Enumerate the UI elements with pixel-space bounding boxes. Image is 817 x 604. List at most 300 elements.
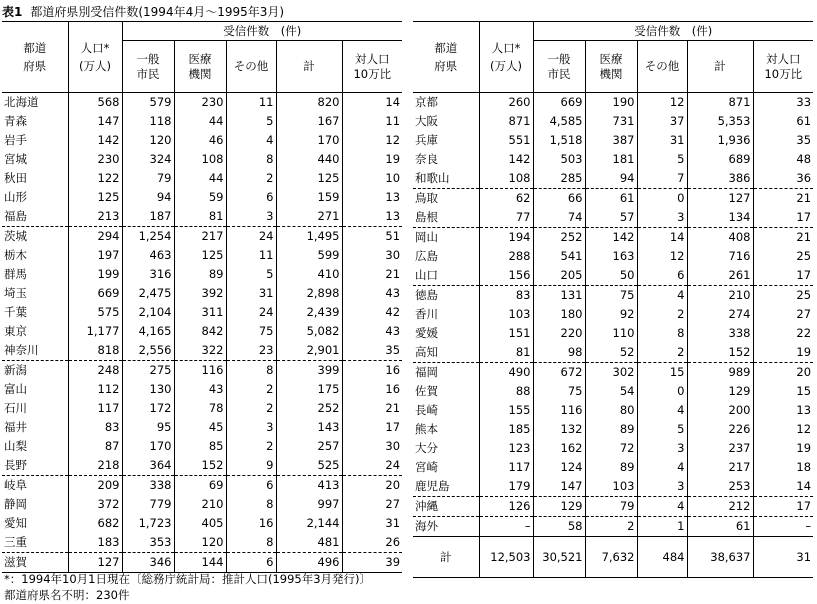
cell-population: 490 bbox=[479, 363, 533, 383]
cell-other: 4 bbox=[637, 497, 687, 517]
cell-total: 599 bbox=[276, 246, 342, 265]
table-row bbox=[2, 131, 402, 150]
cell-per-100k: 19 bbox=[753, 439, 813, 458]
cell-prefecture: 和歌山 bbox=[415, 171, 450, 185]
cell-other: 8 bbox=[226, 150, 276, 169]
cell-medical: 89 bbox=[585, 458, 637, 477]
cell-other: 3 bbox=[226, 418, 276, 437]
cell-population: 871 bbox=[479, 112, 533, 131]
cell-per-100k: 21 bbox=[753, 228, 813, 248]
table-row bbox=[2, 456, 402, 476]
table-row bbox=[413, 305, 813, 324]
cell-medical: 210 bbox=[174, 495, 226, 514]
cell-per-100k: 17 bbox=[753, 208, 813, 228]
cell-general: 95 bbox=[122, 418, 174, 437]
cell-population: 81 bbox=[479, 343, 533, 363]
cell-total: 408 bbox=[687, 228, 753, 248]
cell-general: 353 bbox=[122, 533, 174, 553]
col-prefecture: 都道 府県 bbox=[23, 41, 47, 73]
cell-other: 24 bbox=[226, 227, 276, 247]
cell-other: 5 bbox=[226, 112, 276, 131]
cell-population: 179 bbox=[479, 477, 533, 497]
cell-total: 61 bbox=[687, 517, 753, 537]
cell-prefecture: 東京 bbox=[4, 324, 27, 338]
cell-per-100k: 16 bbox=[342, 361, 402, 381]
cell-population: 260 bbox=[479, 93, 533, 113]
cell-total: 2,898 bbox=[276, 284, 342, 303]
cell-medical: 181 bbox=[585, 150, 637, 169]
cell-per-100k: 13 bbox=[342, 207, 402, 227]
cell-total: 210 bbox=[687, 286, 753, 306]
cell-prefecture: 海外 bbox=[413, 517, 479, 537]
cell-total: 386 bbox=[687, 169, 753, 189]
cell-total: 481 bbox=[276, 533, 342, 553]
cell-general: 132 bbox=[533, 420, 585, 439]
table-row bbox=[413, 112, 813, 131]
cell-population: 372 bbox=[68, 495, 122, 514]
cell-population: 288 bbox=[479, 247, 533, 266]
table-row bbox=[2, 476, 402, 496]
cell-prefecture: 石川 bbox=[4, 401, 27, 415]
cell-per-100k: 13 bbox=[753, 401, 813, 420]
cell-prefecture: 福岡 bbox=[413, 363, 479, 383]
table-row bbox=[2, 169, 402, 188]
cell-population: 103 bbox=[479, 305, 533, 324]
cell-population: 199 bbox=[68, 265, 122, 284]
cell-medical: 392 bbox=[174, 284, 226, 303]
cell-prefecture: 鹿児島 bbox=[415, 479, 450, 493]
cell-per-100k: 33 bbox=[753, 93, 813, 113]
col-total: 計 bbox=[276, 41, 342, 93]
cell-other: 5 bbox=[637, 150, 687, 169]
cell-total: 152 bbox=[687, 343, 753, 363]
table-row bbox=[413, 150, 813, 169]
cell-population: 117 bbox=[479, 458, 533, 477]
cell-other: 4 bbox=[637, 286, 687, 306]
table-row bbox=[413, 497, 813, 517]
cell-medical: 120 bbox=[174, 533, 226, 553]
cell-per-100k: 20 bbox=[753, 363, 813, 383]
cell-other: 1 bbox=[637, 517, 687, 537]
cell-prefecture: 岐阜 bbox=[2, 476, 68, 496]
cell-medical: 69 bbox=[174, 476, 226, 496]
cell-total: 200 bbox=[687, 401, 753, 420]
cell-medical: 842 bbox=[174, 322, 226, 341]
cell-prefecture: 香川 bbox=[415, 307, 438, 321]
table-row bbox=[413, 93, 813, 113]
table-row bbox=[413, 517, 813, 537]
cell-population: 155 bbox=[479, 401, 533, 420]
cell-other: 7 bbox=[637, 169, 687, 189]
cell-population: 151 bbox=[479, 324, 533, 343]
cell-general: 172 bbox=[122, 399, 174, 418]
cell-total: 170 bbox=[276, 131, 342, 150]
table-row bbox=[413, 228, 813, 248]
cell-medical: 46 bbox=[174, 131, 226, 150]
total-population: 12,503 bbox=[479, 537, 533, 578]
table-row bbox=[413, 477, 813, 497]
cell-per-100k: 14 bbox=[342, 93, 402, 113]
cell-prefecture: 青森 bbox=[4, 114, 27, 128]
cell-total: 237 bbox=[687, 439, 753, 458]
cell-population: 108 bbox=[479, 169, 533, 189]
cell-total: 2,901 bbox=[276, 341, 342, 361]
cell-per-100k: 22 bbox=[753, 324, 813, 343]
cell-general: 1,723 bbox=[122, 514, 174, 533]
cell-general: 364 bbox=[122, 456, 174, 476]
right-data-table bbox=[413, 21, 813, 578]
cell-per-100k: 42 bbox=[342, 303, 402, 322]
cell-population: 77 bbox=[479, 208, 533, 228]
cell-total: 252 bbox=[276, 399, 342, 418]
cell-medical: 52 bbox=[585, 343, 637, 363]
cell-per-100k: 17 bbox=[753, 266, 813, 286]
cell-total: 871 bbox=[687, 93, 753, 113]
col-per-100k: 対人口 10万比 bbox=[753, 41, 813, 93]
cell-medical: 116 bbox=[174, 361, 226, 381]
cell-per-100k: 30 bbox=[342, 437, 402, 456]
cell-medical: 108 bbox=[174, 150, 226, 169]
footnote-unknown: 都道府県名不明：230件 bbox=[4, 588, 130, 602]
cell-other: 8 bbox=[226, 361, 276, 381]
cell-medical: 78 bbox=[174, 399, 226, 418]
cell-total: 496 bbox=[276, 553, 342, 573]
cell-population: 818 bbox=[68, 341, 122, 361]
cell-general: 180 bbox=[533, 305, 585, 324]
cell-total: 159 bbox=[276, 188, 342, 207]
table-row bbox=[2, 514, 402, 533]
cell-population: 125 bbox=[68, 188, 122, 207]
table-row bbox=[2, 341, 402, 361]
cell-general: 275 bbox=[122, 361, 174, 381]
table-row bbox=[2, 265, 402, 284]
cell-other: 3 bbox=[637, 477, 687, 497]
table-row bbox=[413, 458, 813, 477]
cell-other: 5 bbox=[226, 265, 276, 284]
cell-other: 75 bbox=[226, 322, 276, 341]
cell-prefecture: 宮城 bbox=[4, 152, 27, 166]
cell-general: 463 bbox=[122, 246, 174, 265]
cell-medical: 59 bbox=[174, 188, 226, 207]
table-row bbox=[413, 382, 813, 401]
cell-total: 997 bbox=[276, 495, 342, 514]
cell-per-100k: 51 bbox=[342, 227, 402, 247]
cell-medical: 81 bbox=[174, 207, 226, 227]
col-general: 一般 市民 bbox=[533, 41, 585, 93]
cell-total: 125 bbox=[276, 169, 342, 188]
cell-per-100k: 12 bbox=[753, 420, 813, 439]
cell-per-100k: 48 bbox=[753, 150, 813, 169]
cell-other: 6 bbox=[637, 266, 687, 286]
total-total: 38,637 bbox=[687, 537, 753, 578]
col-population: 人口* (万人) bbox=[68, 22, 122, 93]
cell-population: 83 bbox=[479, 286, 533, 306]
cell-medical: 322 bbox=[174, 341, 226, 361]
cell-other: 23 bbox=[226, 341, 276, 361]
cell-population: 568 bbox=[68, 93, 122, 113]
cell-per-100k: 26 bbox=[342, 533, 402, 553]
table-row bbox=[2, 303, 402, 322]
cell-general: 2,475 bbox=[122, 284, 174, 303]
cell-prefecture: 秋田 bbox=[4, 171, 27, 185]
cell-other: 8 bbox=[226, 495, 276, 514]
cell-prefecture: 山口 bbox=[415, 268, 438, 282]
cell-total: 175 bbox=[276, 380, 342, 399]
cell-prefecture: 山形 bbox=[4, 190, 27, 204]
cell-other: 12 bbox=[637, 247, 687, 266]
table-row bbox=[2, 418, 402, 437]
cell-per-100k: 19 bbox=[342, 150, 402, 169]
cell-general: 672 bbox=[533, 363, 585, 383]
cell-per-100k: 17 bbox=[753, 497, 813, 517]
cell-total: 271 bbox=[276, 207, 342, 227]
cell-general: 129 bbox=[533, 497, 585, 517]
cell-general: 1,518 bbox=[533, 131, 585, 150]
cell-other: 8 bbox=[226, 533, 276, 553]
col-prefecture: 都道 府県 bbox=[434, 41, 458, 73]
table-row bbox=[413, 286, 813, 306]
cell-medical: 163 bbox=[585, 247, 637, 266]
cell-other: 2 bbox=[637, 343, 687, 363]
total-prefecture: 計 bbox=[413, 537, 479, 578]
cell-medical: 89 bbox=[585, 420, 637, 439]
cell-per-100k: 18 bbox=[753, 458, 813, 477]
cell-other: 31 bbox=[637, 131, 687, 150]
cell-population: 185 bbox=[479, 420, 533, 439]
cell-medical: 230 bbox=[174, 93, 226, 113]
cell-population: 194 bbox=[479, 228, 533, 248]
cell-medical: 144 bbox=[174, 553, 226, 573]
cell-prefecture: 島根 bbox=[415, 210, 438, 224]
cell-population: 117 bbox=[68, 399, 122, 418]
table-row bbox=[413, 343, 813, 363]
cell-prefecture: 神奈川 bbox=[4, 343, 39, 357]
cell-per-100k: 43 bbox=[342, 284, 402, 303]
cell-medical: 405 bbox=[174, 514, 226, 533]
cell-medical: 142 bbox=[585, 228, 637, 248]
cell-population: 147 bbox=[68, 112, 122, 131]
cell-total: 1,936 bbox=[687, 131, 753, 150]
cell-population: 122 bbox=[68, 169, 122, 188]
table-label: 表1 bbox=[2, 5, 23, 19]
cell-medical: 79 bbox=[585, 497, 637, 517]
cell-per-100k: 39 bbox=[342, 553, 402, 573]
cell-medical: 89 bbox=[174, 265, 226, 284]
cell-general: 94 bbox=[122, 188, 174, 207]
cell-prefecture: 静岡 bbox=[4, 497, 27, 511]
cell-per-100k: 13 bbox=[342, 188, 402, 207]
cell-other: 11 bbox=[226, 246, 276, 265]
table-row bbox=[2, 399, 402, 418]
cell-general: 579 bbox=[122, 93, 174, 113]
cell-total: 1,495 bbox=[276, 227, 342, 247]
cell-population: 127 bbox=[68, 553, 122, 573]
cell-other: 2 bbox=[226, 380, 276, 399]
cell-prefecture: 群馬 bbox=[4, 267, 27, 281]
cell-prefecture: 滋賀 bbox=[2, 553, 68, 573]
cell-per-100k: 17 bbox=[342, 418, 402, 437]
cell-total: 410 bbox=[276, 265, 342, 284]
table-row bbox=[2, 246, 402, 265]
cell-total: 5,353 bbox=[687, 112, 753, 131]
cell-total: 261 bbox=[687, 266, 753, 286]
cell-total: 226 bbox=[687, 420, 753, 439]
cell-other: 0 bbox=[637, 189, 687, 209]
total-general: 30,521 bbox=[533, 537, 585, 578]
cell-general: 162 bbox=[533, 439, 585, 458]
cell-per-100k: – bbox=[753, 517, 813, 537]
cell-medical: 50 bbox=[585, 266, 637, 286]
cell-per-100k: 43 bbox=[342, 322, 402, 341]
cell-per-100k: 15 bbox=[753, 382, 813, 401]
cell-per-100k: 11 bbox=[342, 112, 402, 131]
cell-other: 6 bbox=[226, 553, 276, 573]
cell-general: 118 bbox=[122, 112, 174, 131]
cell-total: 716 bbox=[687, 247, 753, 266]
total-medical: 7,632 bbox=[585, 537, 637, 578]
cell-prefecture: 広島 bbox=[415, 249, 438, 263]
table-row bbox=[2, 380, 402, 399]
cell-prefecture: 北海道 bbox=[4, 95, 39, 109]
cell-prefecture: 佐賀 bbox=[415, 384, 438, 398]
total-row bbox=[413, 537, 813, 578]
cell-medical: 152 bbox=[174, 456, 226, 476]
cell-general: 170 bbox=[122, 437, 174, 456]
cell-prefecture: 富山 bbox=[4, 382, 27, 396]
cell-general: 116 bbox=[533, 401, 585, 420]
cell-total: 689 bbox=[687, 150, 753, 169]
table-row bbox=[413, 324, 813, 343]
cell-other: 31 bbox=[226, 284, 276, 303]
cell-general: 316 bbox=[122, 265, 174, 284]
cell-prefecture: 新潟 bbox=[2, 361, 68, 381]
cell-prefecture: 沖縄 bbox=[413, 497, 479, 517]
cell-medical: 45 bbox=[174, 418, 226, 437]
cell-other: 3 bbox=[637, 439, 687, 458]
cell-prefecture: 岩手 bbox=[4, 133, 27, 147]
cell-population: 83 bbox=[68, 418, 122, 437]
cell-general: 75 bbox=[533, 382, 585, 401]
cell-medical: 190 bbox=[585, 93, 637, 113]
cell-population: 575 bbox=[68, 303, 122, 322]
cell-other: 5 bbox=[637, 420, 687, 439]
col-medical: 医療 機関 bbox=[174, 41, 226, 93]
cell-other: 4 bbox=[226, 131, 276, 150]
cell-medical: 44 bbox=[174, 112, 226, 131]
cell-general: 503 bbox=[533, 150, 585, 169]
cell-total: 2,144 bbox=[276, 514, 342, 533]
table-row bbox=[2, 553, 402, 573]
cell-prefecture: 大阪 bbox=[415, 114, 438, 128]
cell-prefecture: 山梨 bbox=[4, 439, 27, 453]
cell-population: – bbox=[479, 517, 533, 537]
cell-general: 220 bbox=[533, 324, 585, 343]
cell-per-100k: 21 bbox=[342, 399, 402, 418]
col-received-group: 受信件数 (件) bbox=[122, 22, 402, 41]
cell-other: 16 bbox=[226, 514, 276, 533]
cell-total: 253 bbox=[687, 477, 753, 497]
table-caption: 都道府県別受信件数(1994年4月～1995年3月) bbox=[30, 5, 285, 19]
cell-medical: 731 bbox=[585, 112, 637, 131]
cell-per-100k: 25 bbox=[753, 286, 813, 306]
cell-medical: 57 bbox=[585, 208, 637, 228]
cell-per-100k: 61 bbox=[753, 112, 813, 131]
cell-population: 183 bbox=[68, 533, 122, 553]
cell-general: 130 bbox=[122, 380, 174, 399]
table-row bbox=[413, 363, 813, 383]
cell-per-100k: 19 bbox=[753, 343, 813, 363]
table-row bbox=[2, 188, 402, 207]
cell-population: 230 bbox=[68, 150, 122, 169]
cell-general: 79 bbox=[122, 169, 174, 188]
cell-population: 123 bbox=[479, 439, 533, 458]
cell-medical: 92 bbox=[585, 305, 637, 324]
cell-total: 274 bbox=[687, 305, 753, 324]
cell-medical: 110 bbox=[585, 324, 637, 343]
cell-other: 2 bbox=[226, 169, 276, 188]
table-row bbox=[2, 112, 402, 131]
cell-per-100k: 21 bbox=[342, 265, 402, 284]
cell-medical: 302 bbox=[585, 363, 637, 383]
cell-total: 399 bbox=[276, 361, 342, 381]
cell-population: 197 bbox=[68, 246, 122, 265]
cell-prefecture: 徳島 bbox=[413, 286, 479, 306]
cell-medical: 72 bbox=[585, 439, 637, 458]
cell-prefecture: 埼玉 bbox=[4, 286, 27, 300]
cell-medical: 80 bbox=[585, 401, 637, 420]
table-row bbox=[2, 533, 402, 553]
cell-total: 134 bbox=[687, 208, 753, 228]
footnote-population: *：1994年10月1日現在〔総務庁統計局：推計人口(1995年3月発行)〕 bbox=[4, 572, 372, 586]
col-received-group: 受信件数 (件) bbox=[533, 22, 813, 41]
cell-general: 147 bbox=[533, 477, 585, 497]
cell-prefecture: 三重 bbox=[4, 535, 27, 549]
cell-per-100k: 31 bbox=[342, 514, 402, 533]
cell-prefecture: 京都 bbox=[415, 95, 438, 109]
cell-other: 0 bbox=[637, 382, 687, 401]
cell-total: 440 bbox=[276, 150, 342, 169]
cell-population: 209 bbox=[68, 476, 122, 496]
cell-general: 58 bbox=[533, 517, 585, 537]
cell-medical: 94 bbox=[585, 169, 637, 189]
table-row bbox=[413, 439, 813, 458]
table-row bbox=[413, 266, 813, 286]
cell-general: 285 bbox=[533, 169, 585, 189]
table-row bbox=[2, 322, 402, 341]
table-row bbox=[2, 437, 402, 456]
cell-prefecture: 宮崎 bbox=[415, 460, 438, 474]
cell-population: 62 bbox=[479, 189, 533, 209]
cell-per-100k: 24 bbox=[342, 456, 402, 476]
cell-other: 9 bbox=[226, 456, 276, 476]
cell-general: 324 bbox=[122, 150, 174, 169]
cell-per-100k: 10 bbox=[342, 169, 402, 188]
cell-other: 6 bbox=[226, 188, 276, 207]
table-row bbox=[413, 169, 813, 189]
total-per-100k: 31 bbox=[753, 537, 813, 578]
cell-per-100k: 14 bbox=[753, 477, 813, 497]
cell-prefecture: 千葉 bbox=[4, 305, 27, 319]
cell-other: 3 bbox=[637, 208, 687, 228]
cell-population: 126 bbox=[479, 497, 533, 517]
cell-general: 2,104 bbox=[122, 303, 174, 322]
col-per-100k: 対人口 10万比 bbox=[342, 41, 402, 93]
cell-other: 12 bbox=[637, 93, 687, 113]
cell-general: 338 bbox=[122, 476, 174, 496]
cell-total: 217 bbox=[687, 458, 753, 477]
cell-prefecture: 岡山 bbox=[413, 228, 479, 248]
cell-general: 66 bbox=[533, 189, 585, 209]
